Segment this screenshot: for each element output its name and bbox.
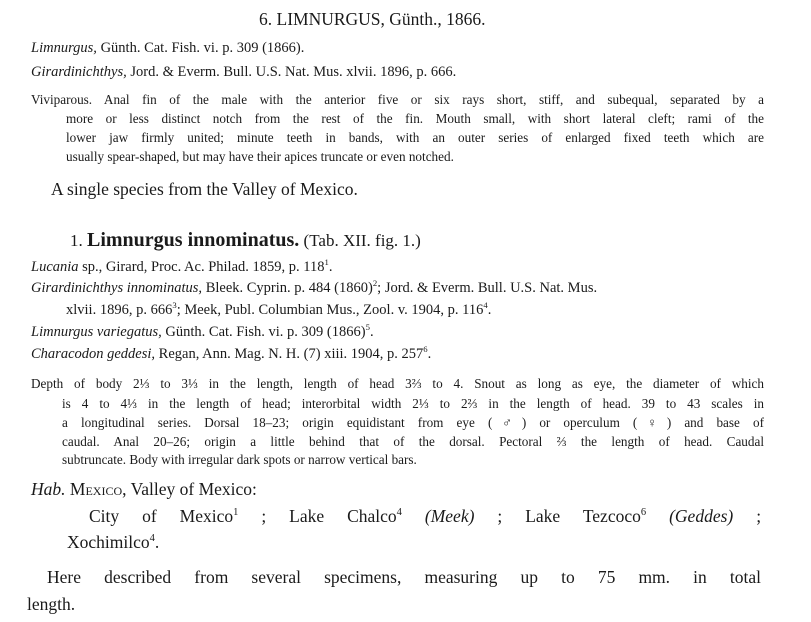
habitat-line-3: Xochimilco$^4$. <box>67 532 160 552</box>
species-synonym-3: Limnurgus variegatus, Günth. Cat. Fish. vi. p. 309 $(1866)^5$. <box>31 322 374 340</box>
genus-description-line-3: lower jaw firmly united; minute teeth in bands, with an outer series of enlarged fixed teeth which are <box>66 130 764 145</box>
single-species-note: A single species from the Valley of Mexico. <box>51 179 358 199</box>
genus-author: Günth., 1866. <box>389 9 486 29</box>
species-heading <box>70 229 421 252</box>
genus-synonym-1: Limnurgus, Günth. Cat. Fish. vi. p. 309 (1866). <box>31 40 305 56</box>
species-description-line-2: is 4 to 4⅓ in the length of head; interorbital width 2⅓ to 2⅔ in the length of head. 39 to 43 scales in <box>62 396 764 411</box>
species-synonym-2-line-1: Girardinichthys innominatus, Bleek. Cyprin. p. 484 $(1860)^2$; Jord. & Everm. Bull. U.S. Nat. Mus. <box>31 278 598 296</box>
species-description-line-3: a longitudinal series. Dorsal 18–23; origin equidistant from eye (♂) or operculum (♀) and base of <box>62 415 764 430</box>
genus-description-line-1: Viviparous. Anal fin of the male with the anterior five or six rays short, stiff, and subequal, separated by a <box>31 92 764 107</box>
species-name: Limnurgus innominatus. <box>87 229 300 251</box>
species-description-line-5: subtruncate. Body with irregular dark spots or narrow vertical bars. <box>62 452 417 467</box>
habitat-region: Mexico, <box>69 479 127 499</box>
genus-synonym-2: Girardinichthys, Jord. & Everm. Bull. U.S. Nat. Mus. xlvii. 1896, p. 666. <box>31 64 457 80</box>
genus-description-line-2: more or less distinct notch from the rest of the fin. Mouth small, with short lateral cleft; rami of the <box>66 111 764 126</box>
closing-line-2: length. <box>27 594 76 614</box>
species-number: 1. <box>70 231 83 250</box>
species-synonym-2-line-2: xlvii. 1896, p. $666^3$; Meek, Publ. Columbian Mus., Zool. v. 1904, p. $116^4$. <box>66 300 492 318</box>
species-synonym-1: Lucania sp., Girard, Proc. Ac. Philad. 1859, p. $118^1$. <box>31 257 333 275</box>
closing-line-1: Here described from several specimens, measuring up to 75 mm. in total <box>47 567 761 587</box>
genus-number: 6. <box>259 9 273 29</box>
genus-description-line-4: usually spear-shaped, but may have their apices truncate or even notched. <box>66 149 454 164</box>
habitat-label: Hab. <box>31 479 66 499</box>
species-description-line-1: Depth of body 2⅓ to 3⅓ in the length, length of head 3⅔ to 4. Snout as long as eye, the diameter of which <box>31 376 764 391</box>
genus-name: LIMNURGUS, <box>276 9 385 29</box>
genus-heading <box>259 9 486 30</box>
species-description-line-4: caudal. Anal 20–26; origin a little behind that of the dorsal. Pectoral ⅔ the length of head. Caudal <box>62 434 764 449</box>
habitat-line-1: Hab. Mexico, Valley of Mexico: <box>31 479 257 499</box>
species-plate: (Tab. XII. fig. 1.) <box>303 231 421 250</box>
species-synonym-4: Characodon geddesi, Regan, Ann. Mag. N. H. (7) xiii. 1904, p. $257^6$. <box>31 344 432 362</box>
habitat-line-2: City of Mexico$^1$ ; Lake Chalco$^4$ (Meek) ; Lake Tezcoco$^6$ (Geddes) ; <box>89 506 762 526</box>
